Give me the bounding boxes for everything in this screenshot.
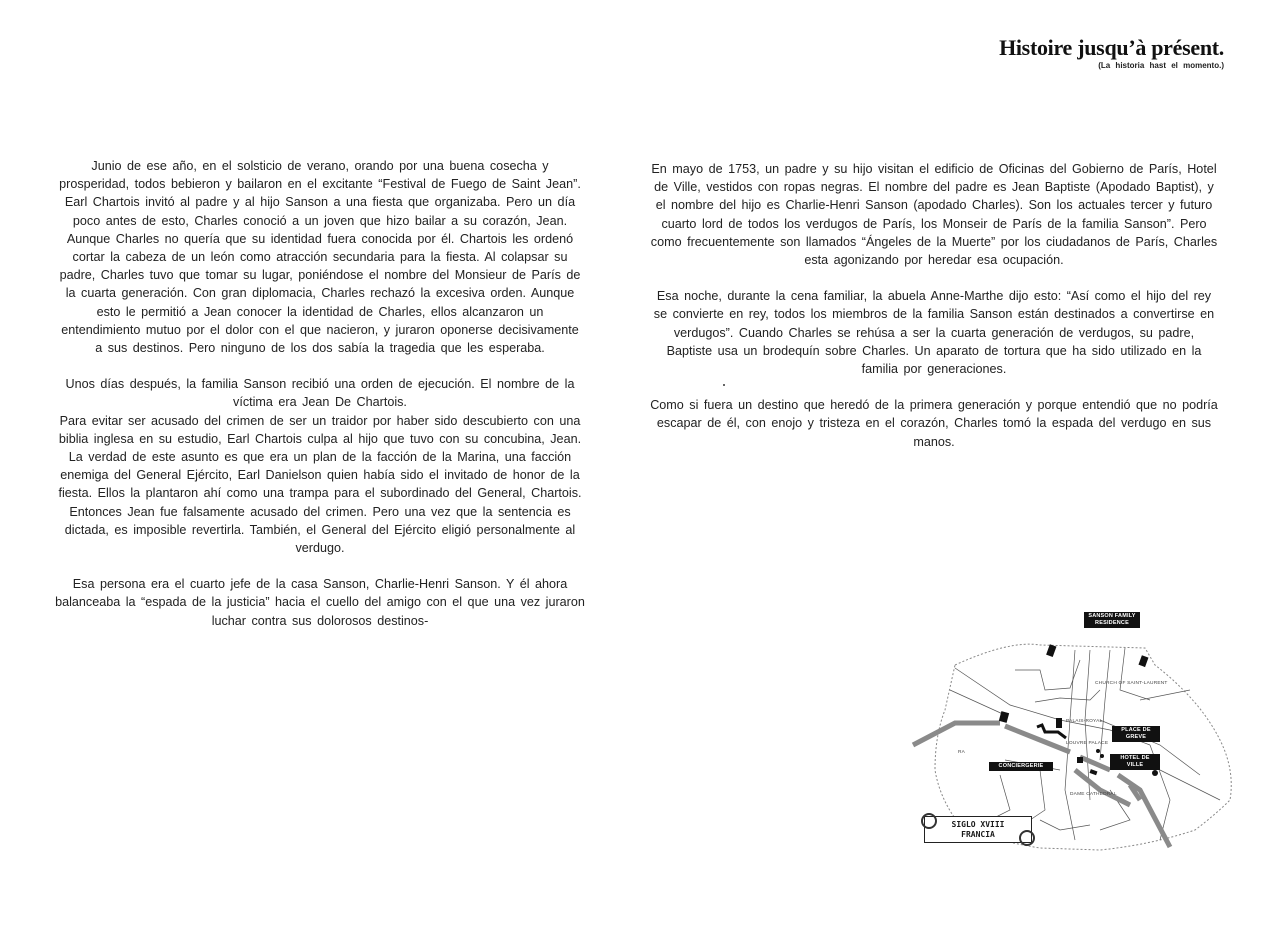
map-label-notre-dame: DAME CATHEDRAL bbox=[1070, 792, 1117, 797]
paragraph: Para evitar ser acusado del crimen de ser un traidor por haber sido descubierto con una biblia inglesa en su estudio, Earl Chartois culpa al hijo que tuvo con su concubina, Jean. La verdad de este asunto es que era un plan de la facción de la Marina, una facción enemiga del General Ejército, Earl Danielson quien había sido el invitado de honor de la fiesta. Ellos la plantaron ahí como una trampa para el subordinado del General, Chartois. Entonces Jean fue falsamente acusado del crimen. Pero una vez que la sentencia es dictada, es imposible revertirla. También, el General del Ejército eligió personalmente al verdugo. bbox=[58, 413, 582, 556]
map-label-ra: RA bbox=[958, 750, 966, 755]
cartouche-line-2: FRANCIA bbox=[961, 830, 995, 839]
cartouche-line-1: SIGLO XVIII bbox=[951, 820, 1005, 829]
page-title: Histoire jusqu’à présent. bbox=[999, 35, 1224, 60]
paragraph: Esa noche, durante la cena familiar, la abuela Anne-Marthe dijo esto: “Así como el hijo del rey se convierte en rey, todos los miembros de la familia Sanson están destinados a convertirse en verdugos”. Cuando Charles se rehúsa a ser la cuarta generación de verdugos, su padre, Baptiste usa un brodequín sobre Charles. Un aparato de tortura que ha sido utilizado en la familia por generaciones. bbox=[653, 289, 1215, 377]
right-column bbox=[650, 160, 1218, 451]
page-header bbox=[999, 36, 1224, 70]
stray-dot bbox=[650, 378, 1218, 396]
map-label-hotel-de-ville: HOTEL DE VILLE bbox=[1110, 754, 1160, 770]
map-label-sanson-residence: SANSON FAMILY RESIDENCE bbox=[1084, 612, 1140, 628]
map-label-conciergerie: CONCIERGERIE bbox=[989, 762, 1053, 771]
paragraph: Unos días después, la familia Sanson recibió una orden de ejecución. El nombre de la víctima era Jean De Chartois. bbox=[65, 377, 575, 410]
map-label-palais-royal: PALAIS-ROYAL bbox=[1066, 719, 1103, 724]
paragraph: En mayo de 1753, un padre y su hijo visitan el edificio de Oficinas del Gobierno de París, Hotel de Ville, vestidos con ropas negras. El nombre del padre es Jean Baptiste (Apodado Baptist), y el nombre del hijo es Charlie-Henri Sanson (apodado Charles). Son los actuales tercer y futuro cuarto lord de todos los verdugos de París, los Monseir de París de la familia Sanson”. Pero como frecuentemente son llamados “Ángeles de la Muerte” por los ciudadanos de París, Charles esta agonizando por heredar esa ocupación. bbox=[650, 162, 1218, 268]
left-column bbox=[55, 157, 585, 630]
paragraph: Como si fuera un destino que heredó de la primera generación y porque entendió que no podría escapar de él, con enojo y tristeza en el corazón, Charles tomó la espada del verdugo en sus manos. bbox=[650, 398, 1218, 449]
map-label-church: CHURCH OF SAINT-LAURENT bbox=[1095, 681, 1168, 686]
page-subtitle: (La historia hast el momento.) bbox=[1098, 61, 1224, 70]
paragraph: Junio de ese año, en el solsticio de verano, orando por una buena cosecha y prosperidad, todos bebieron y bailaron en el excitante “Festival de Fuego de Saint Jean”. Earl Chartois invitó al padre y al hijo Sanson a una fiesta que organizaba. Pero un día poco antes de esto, Charles conoció a un joven que hizo bailar a su corazón, Jean. Aunque Charles no quería que su identidad fuera conocida por él. Chartois les ordenó cortar la cabeza de un león como atracción secundaria para la fiesta. Al colapsar su padre, Charles tuvo que tomar su lugar, poniéndose el nombre del Monsieur de París de la cuarta generación. Con gran diplomacia, Charles rechazó la excesiva orden. Aunque esto le permitió a Jean conocer la identidad de Charles, ellos alcanzaron un entendimiento mutuo por el dolor con el que nacieron, y juraron oponerse decisivamente a sus destinos. Pero ninguno de los dos sabía la tragedia que les esperaba. bbox=[59, 159, 581, 356]
map-label-louvre: LOUVRE PALACE bbox=[1066, 741, 1109, 746]
paragraph: Esa persona era el cuarto jefe de la casa Sanson, Charlie-Henri Sanson. Y él ahora balanceaba la “espada de la justicia” hacia el cuello del amigo con el que una vez juraron luchar contra sus dolorosos destinos- bbox=[55, 577, 585, 628]
map-cartouche bbox=[924, 816, 1032, 843]
map-label-place-de-greve: PLACE DE GREVE bbox=[1112, 726, 1160, 742]
